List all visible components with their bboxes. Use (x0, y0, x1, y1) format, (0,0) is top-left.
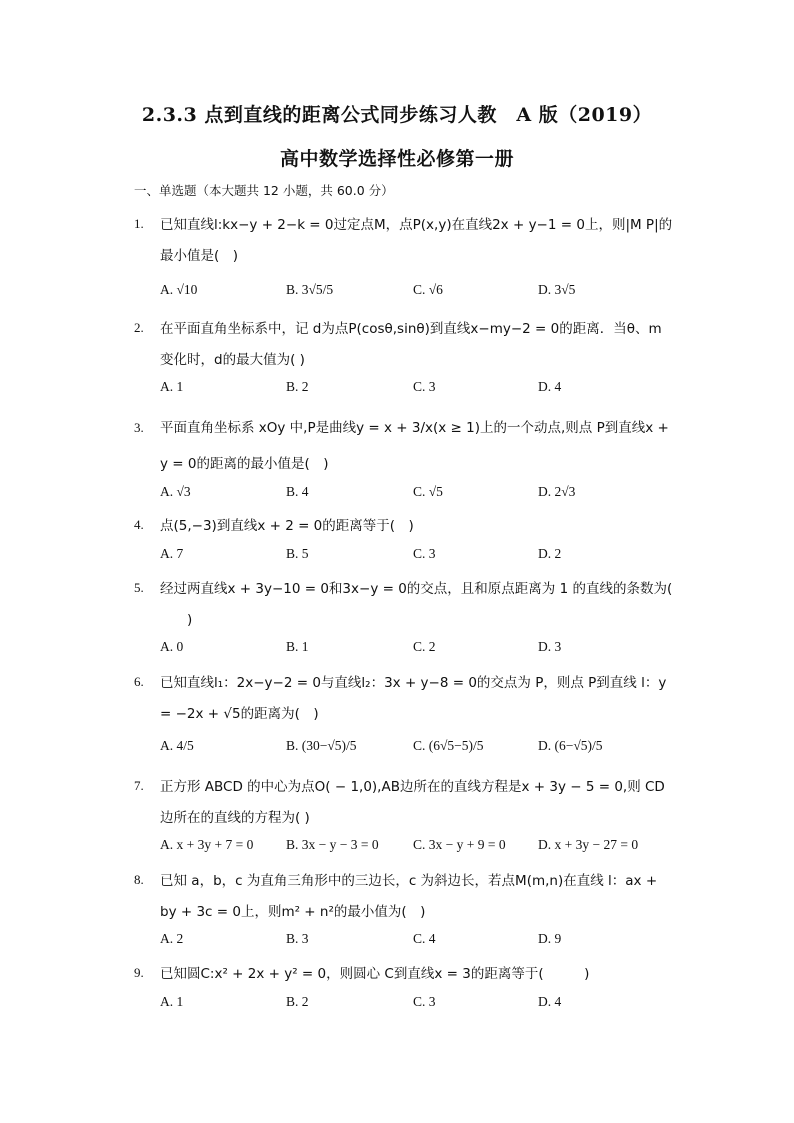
question-text: by + 3c = 0上，则m² + n²的最小值为( ) (160, 904, 426, 920)
option-c: C. 4 (413, 931, 436, 946)
option-d: D. x + 3y − 27 = 0 (538, 837, 639, 852)
option-b: B. 2 (286, 379, 309, 394)
option-c: C. (6√5−5)/5 (413, 738, 484, 753)
question-number: 4. (134, 517, 144, 532)
option-a: A. 4/5 (160, 738, 194, 753)
question-text: 已知圆C:x² + 2x + y² = 0，则圆心 C到直线x = 3的距离等于( ) (160, 966, 590, 982)
option-d: D. (6−√5)/5 (538, 738, 603, 753)
option-b: B. 1 (286, 639, 309, 654)
question-text: 在平面直角坐标系中，记 d为点P(cosθ,sinθ)到直线x−my−2 = 0的距离．当θ、m (160, 321, 662, 337)
option-c: C. 3 (413, 994, 436, 1009)
question-text: ) (160, 612, 193, 628)
question-number: 9. (134, 965, 144, 980)
question-text: 经过两直线x + 3y−10 = 0和3x−y = 0的交点，且和原点距离为 1 的直线的条数为( (160, 581, 673, 597)
option-a: A. x + 3y + 7 = 0 (160, 837, 254, 852)
question-number: 3. (134, 420, 144, 435)
question-text: 平面直角坐标系 xOy 中,P是曲线y = x + 3/x(x ≥ 1)上的一个动点,则点 P到直线x + (160, 420, 669, 436)
question-text: 变化时，d的最大值为( ) (160, 352, 305, 368)
option-c: C. √6 (413, 282, 443, 297)
option-b: B. 5 (286, 546, 309, 561)
option-d: D. 4 (538, 994, 562, 1009)
option-b: B. 3√5/5 (286, 282, 334, 297)
option-d: D. 2√3 (538, 484, 576, 499)
option-d: D. 2 (538, 546, 562, 561)
option-b: B. 2 (286, 994, 309, 1009)
option-d: D. 3 (538, 639, 562, 654)
question-text: 点(5,−3)到直线x + 2 = 0的距离等于( ) (160, 518, 414, 534)
question-number: 7. (134, 778, 144, 793)
question-text: 已知 a，b，c 为直角三角形中的三边长，c 为斜边长，若点M(m,n)在直线 l：ax + (160, 873, 658, 889)
option-c: C. 3 (413, 546, 436, 561)
option-c: C. 2 (413, 639, 436, 654)
question-text: = −2x + √5的距离为( ) (160, 706, 319, 722)
question-number: 1. (134, 216, 144, 231)
option-a: A. 7 (160, 546, 184, 561)
option-a: A. 1 (160, 379, 184, 394)
question-text: y = 0的距离的最小值是( ) (160, 456, 329, 472)
option-a: A. √10 (160, 282, 198, 297)
question-number: 5. (134, 580, 144, 595)
option-c: C. √5 (413, 484, 443, 499)
option-c: C. 3 (413, 379, 436, 394)
option-b: B. (30−√5)/5 (286, 738, 357, 753)
option-a: A. 0 (160, 639, 184, 654)
question-text: 已知直线l:kx−y + 2−k = 0过定点M，点P(x,y)在直线2x + y−1 = 0上，则|M P|的 (160, 217, 673, 233)
option-d: D. 9 (538, 931, 562, 946)
option-b: B. 3 (286, 931, 309, 946)
option-a: A. 2 (160, 931, 184, 946)
question-number: 8. (134, 872, 144, 887)
question-text: 最小值是( ) (160, 248, 239, 264)
question-text: 已知直线l₁：2x−y−2 = 0与直线l₂：3x + y−8 = 0的交点为 P，则点 P到直线 l：y (160, 675, 667, 691)
option-d: D. 4 (538, 379, 562, 394)
question-number: 6. (134, 674, 144, 689)
document-subtitle: 高中数学选择性必修第一册 (279, 148, 514, 170)
option-a: A. √3 (160, 484, 191, 499)
document-title: 2.3.3 点到直线的距离公式同步练习人教 A 版（2019） (141, 104, 653, 126)
option-d: D. 3√5 (538, 282, 576, 297)
section-heading: 一、单选题（本大题共 12 小题，共 60.0 分） (134, 183, 394, 198)
question-text: 边所在的直线的方程为( ) (160, 810, 310, 826)
option-c: C. 3x − y + 9 = 0 (413, 837, 506, 852)
option-b: B. 4 (286, 484, 309, 499)
question-number: 2. (134, 320, 144, 335)
question-text: 正方形 ABCD 的中心为点O( − 1,0),AB边所在的直线方程是x + 3y − 5 = 0,则 CD (160, 779, 665, 795)
option-b: B. 3x − y − 3 = 0 (286, 837, 379, 852)
option-a: A. 1 (160, 994, 184, 1009)
